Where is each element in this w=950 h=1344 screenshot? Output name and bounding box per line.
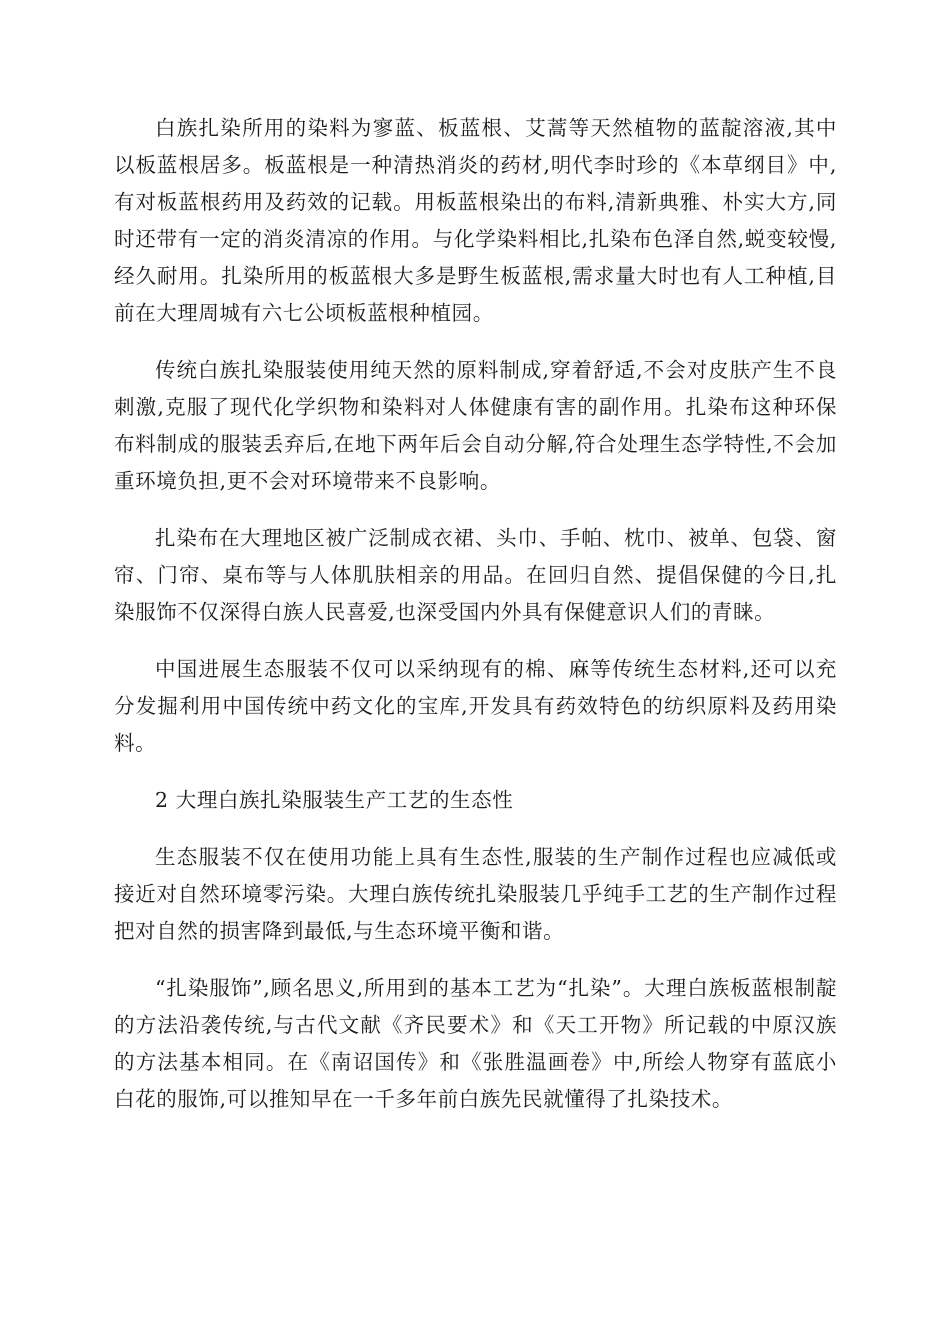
document-body (114, 110, 837, 1138)
paragraph-eco-development: 中国进展生态服装不仅可以采纳现有的棉、麻等传统生态材料,还可以充分发掘利用中国传统中药文化的宝库,开发具有药效特色的纺织原料及药用染料。 (114, 657, 837, 755)
paragraph-dye-materials: 白族扎染所用的染料为寥蓝、板蓝根、艾蒿等天然植物的蓝靛溶液,其中以板蓝根居多。板蓝根是一种清热消炎的药材,明代李时珍的《本草纲目》中,有对板蓝根药用及药效的记载。用板蓝根染出的布料,清新典雅、朴实大方,同时还带有一定的消炎清凉的作用。与化学染料相比,扎染布色泽自然,蜕变较慢,经久耐用。扎染所用的板蓝根大多是野生板蓝根,需求量大时也有人工种植,目前在大理周城有六七公顷板蓝根种植园。 (114, 116, 837, 325)
paragraph-history: “扎染服饰”,顾名思义,所用到的基本工艺为“扎染”。大理白族板蓝根制靛的方法沿袭传统,与古代文献《齐民要术》和《天工开物》所记载的中原汉族的方法基本相同。在《南诏国传》和《张胜温画卷》中,所绘人物穿有蓝底小白花的服饰,可以推知早在一千多年前白族先民就懂得了扎染技术。 (114, 976, 837, 1111)
paragraph-production-process: 生态服装不仅在使用功能上具有生态性,服装的生产制作过程也应减低或接近对自然环境零污染。大理白族传统扎染服装几乎纯手工艺的生产制作过程把对自然的损害降到最低,与生态环境平衡和谐。 (114, 845, 837, 943)
paragraph-natural-materials: 传统白族扎染服装使用纯天然的原料制成,穿着舒适,不会对皮肤产生不良刺激,克服了现代化学织物和染料对人体健康有害的副作用。扎染布这种环保布料制成的服装丢弃后,在地下两年后会自动分解,符合处理生态学特性,不会加重环境负担,更不会对环境带来不良影响。 (114, 358, 837, 493)
paragraph-products: 扎染布在大理地区被广泛制成衣裙、头巾、手帕、枕巾、被单、包袋、窗帘、门帘、桌布等与人体肌肤相亲的用品。在回归自然、提倡保健的今日,扎染服饰不仅深得白族人民喜爱,也深受国内外具有保健意识人们的青睐。 (114, 526, 837, 624)
section-heading: 2 大理白族扎染服装生产工艺的生态性 (155, 788, 514, 812)
